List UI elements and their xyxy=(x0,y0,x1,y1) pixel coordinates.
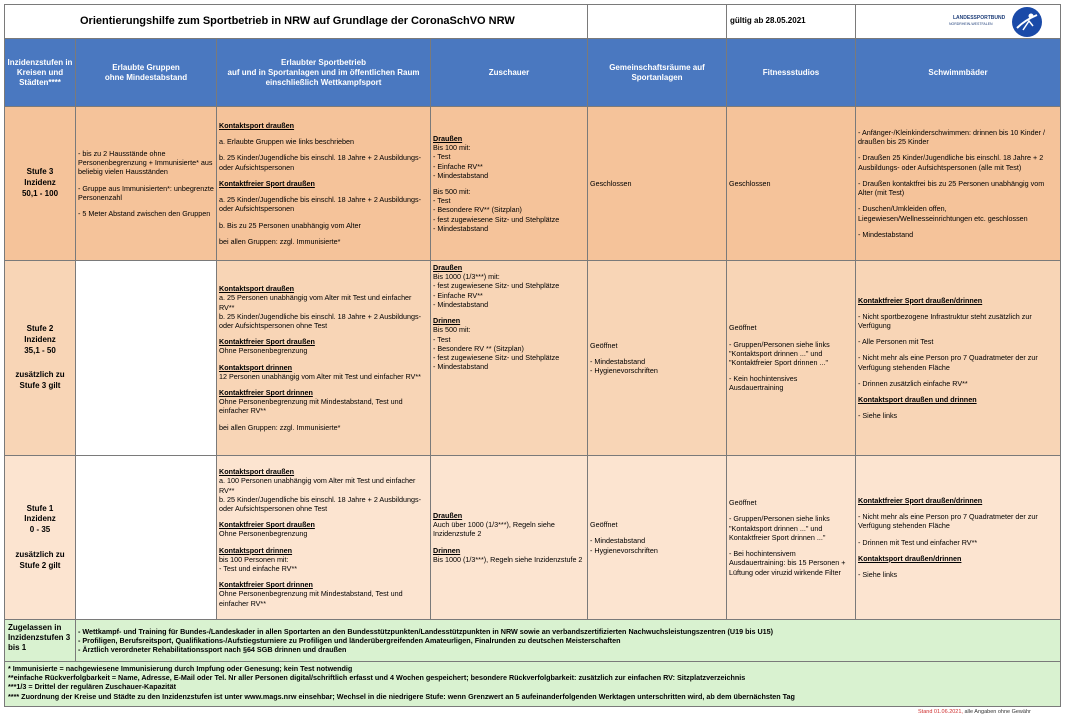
stufe3-sport-h1: Kontaktsport draußen xyxy=(219,121,295,131)
stufe1-sport-t3b: - Test und einfache RV** xyxy=(219,564,298,574)
stufe1-gem-line: Geöffnet xyxy=(590,520,618,530)
zugelassen-label: Zugelassen in Inzidenzstufen 3 bis 1 xyxy=(4,619,76,662)
stufe3-gruppen xyxy=(75,106,217,261)
header-sport-2: auf und in Sportanlagen und im öffentlichen Raum xyxy=(227,67,420,77)
stufe3-zus-line: - Mindestabstand xyxy=(433,223,489,233)
stufe3-schwimm-item: - Anfänger-/Kleinkinderschwimmen: drinnen bis 10 Kinder / draußen bis 25 Kinder xyxy=(858,128,1045,147)
stufe1-zus-line: Auch über 1000 (1/3***), Regeln siehe Inzidenzstufe 2 xyxy=(433,520,555,539)
footnote-4: **** Zuordnung der Kreise und Städte zu den Inzidenzstufen ist unter www.mags.nrw einsehbar; Wechsel in die niedrigere Stufe: wenn Grenzwert an 5 aufeinanderfolgenden Werktagen unterschritten wird, ab dem übernächsten Tag xyxy=(8,691,795,701)
stufe2-zus-line: - Mindestabstand xyxy=(433,362,489,372)
stufe2-sport-t2: Ohne Personenbegrenzung xyxy=(219,346,308,356)
footnote-2: **einfache Rückverfolgbarkeit = Name, Adresse, E-Mail oder Tel. Nr aller Personen digital/schriftlich erfasst und 4 Wochen gespeichert; besondere Rückverfolgbarkeit: zusätzlich zur einfachen RV: Sitzplatzverzeichnis xyxy=(8,673,746,683)
stufe3-label xyxy=(4,106,76,261)
stufe2-fit-line: Geöffnet xyxy=(729,323,757,333)
stufe1-fit-line: - Bei hochintensivem Ausdauertraining: bis 15 Personen + Lüftung oder viruzid wirkende Filter xyxy=(729,549,846,577)
stufe3-zuschauer xyxy=(430,106,588,261)
logo-text-2: NORDRHEIN-WESTFALEN xyxy=(949,22,993,26)
stufe2-sw-h1: Kontaktfreier Sport draußen/drinnen xyxy=(858,295,983,305)
stufe2-sport-h3: Kontaktsport drinnen xyxy=(219,362,293,372)
stufe1-zus-line: Bis 1000 (1/3***), Regeln siehe Inzidenzstufe 2 xyxy=(433,554,583,564)
stufe2-zus-line: - Test xyxy=(433,334,451,344)
stufe3-label-1: Stufe 3 xyxy=(26,167,54,177)
stufe2-zus-line: - fest zugewiesene Sitz- und Stehplätze xyxy=(433,352,560,362)
disclaimer: alle Angaben ohne Gewähr xyxy=(964,709,1031,715)
stufe1-label-2: Inzidenz xyxy=(24,514,56,524)
stufe2-label-1: Stufe 2 xyxy=(26,324,54,333)
stufe1-sw-line: - Nicht mehr als eine Person pro 7 Quadratmeter der zur Verfügung stehenden Fläche xyxy=(858,512,1038,531)
stufe3-gemeinschaft-status: Geschlossen xyxy=(590,178,632,188)
stufe2-sw-line: - Drinnen zusätzlich einfache RV** xyxy=(858,378,968,388)
stufe3-zus-line: Bis 500 mit: xyxy=(433,187,471,196)
stufe1-label-5: Stufe 2 gilt xyxy=(19,560,61,570)
stufe1-fitness xyxy=(726,455,856,620)
stufe2-zus-line: - Besondere RV ** (Sitzplan) xyxy=(433,343,524,353)
stufe2-sport-h2: Kontaktfreier Sport draußen xyxy=(219,337,315,347)
stufe1-zus-h2: Drinnen xyxy=(433,545,461,555)
stufe1-label-1: Stufe 1 xyxy=(26,503,54,513)
stufe2-sw-line: - Nicht mehr als eine Person pro 7 Quadratmeter der zur Verfügung stehenden Fläche xyxy=(858,353,1038,372)
stufe1-gemeinschaft xyxy=(587,455,727,620)
header-schwimm: Schwimmbäder xyxy=(855,38,1061,107)
stufe2-label-2: Inzidenz xyxy=(24,334,56,344)
stufe1-label-3: 0 - 35 xyxy=(29,525,51,535)
header-gemeinschaft: Gemeinschaftsräume auf Sportanlagen xyxy=(587,38,727,107)
stufe1-sport-a: a. 100 Personen unabhängig vom Alter mit Test und einfacher RV** xyxy=(219,476,416,495)
stufe2-schwimm xyxy=(855,260,1061,456)
stufe3-sport-b2: b. Bis zu 25 Personen unabhängig vom Alter xyxy=(219,220,361,230)
stufe1-sw-line: - Drinnen mit Test und einfacher RV** xyxy=(858,537,978,547)
stufe1-sw-line: - Siehe links xyxy=(858,569,898,579)
stufe1-schwimm xyxy=(855,455,1061,620)
header-gruppen xyxy=(75,38,217,107)
stufe2-zus-line: - Einfache RV** xyxy=(433,290,483,300)
stufe3-fitness-status: Geschlossen xyxy=(729,178,771,188)
stufe2-gemeinschaft xyxy=(587,260,727,456)
stufe1-sport-t3a: bis 100 Personen mit: xyxy=(219,554,289,564)
stufe3-schwimm-item: - Draußen kontaktfrei bis zu 25 Personen unabhängig vom Alter (mit Test) xyxy=(858,178,1045,198)
title-row-mid xyxy=(587,4,727,39)
zugelassen-line: - Ärztlich verordneter Rehabilitationssport nach §64 SGB drinnen und draußen xyxy=(78,645,347,655)
stufe2-sw-line: - Alle Personen mit Test xyxy=(858,337,934,347)
header-sport-1: Erlaubter Sportbetrieb xyxy=(281,57,366,67)
stufe2-sport-h1: Kontaktsport draußen xyxy=(219,284,295,294)
footnote-1: * Immunisierte = nachgewiesene Immunisierung durch Impfung oder Genesung; kein Test notwendig xyxy=(8,664,353,673)
valid-from: gültig ab 28.05.2021 xyxy=(730,16,806,25)
stufe2-zus-h2: Drinnen xyxy=(433,316,461,326)
stufe1-gruppen-empty xyxy=(75,455,217,620)
stufe2-gem-line: Geöffnet xyxy=(590,340,618,350)
stufe3-gruppen-item: - Gruppe aus Immunisierten*: unbegrenzte Personenzahl xyxy=(78,183,214,202)
header-sportbetrieb xyxy=(216,38,431,107)
logo xyxy=(945,6,1055,38)
stufe1-zuschauer xyxy=(430,455,588,620)
stufe1-sport xyxy=(216,455,431,620)
stufe3-schwimm-item: - Draußen 25 Kinder/Jugendliche bis einschl. 18 Jahre + 2 Ausbildungs- oder Aufsichtspersonen (alle mit Test) xyxy=(858,153,1044,172)
stufe1-sport-h1: Kontaktsport draußen xyxy=(219,467,295,477)
stufe2-label-5: Stufe 3 gilt xyxy=(19,381,61,391)
stufe3-zus-line: - Besondere RV** (Sitzplan) xyxy=(433,205,522,215)
stufe3-zus-line: - Mindestabstand xyxy=(433,170,489,180)
zugelassen-line: - Profiligen, Berufsreitsport, Qualifikations-/Aufstiegsturniere zu Profiligen und länderübergreifenden Amateurligen, Finalrunden zu deutschen Meisterschaften xyxy=(78,635,621,645)
stufe3-zus-line: Bis 100 mit: xyxy=(433,143,471,153)
stufe3-schwimm-item: - Duschen/Umkleiden offen, Liegewiesen/Wellnesseinrichtungen etc. geschlossen xyxy=(858,204,1028,223)
stufe2-zus-line: - Mindestabstand xyxy=(433,299,489,309)
stufe2-sport-note: bei allen Gruppen: zzgl. Immunisierte* xyxy=(219,422,341,432)
stufe3-zus-line: - Test xyxy=(433,152,451,162)
stufe1-sw-h2: Kontaktsport draußen/drinnen xyxy=(858,553,962,563)
stufe1-sport-h3: Kontaktsport drinnen xyxy=(219,545,293,555)
stufe3-gruppen-item: - 5 Meter Abstand zwischen den Gruppen xyxy=(78,208,211,218)
header-gruppen-1: Erlaubte Gruppen xyxy=(112,62,180,72)
stufe3-zus-h1: Draußen xyxy=(433,133,463,143)
stufe2-label xyxy=(4,260,76,456)
stufe3-zus-line: - Einfache RV** xyxy=(433,161,483,171)
header-inzidenzstufen: Inzidenzstufen in Kreisen und Städten**** xyxy=(4,38,76,107)
stufe3-zus-line: - fest zugewiesene Sitz- und Stehplätze xyxy=(433,214,560,224)
stufe2-sw-h2: Kontaktsport draußen und drinnen xyxy=(858,395,977,405)
footnote-3: ***1/3 = Drittel der regulären Zuschauer-Kapazität xyxy=(8,682,176,692)
stufe1-label xyxy=(4,455,76,620)
stand-note xyxy=(918,709,1031,715)
stufe2-label-3: 35,1 - 50 xyxy=(24,345,56,355)
stufe2-sport-h4: Kontaktfreier Sport drinnen xyxy=(219,388,313,398)
stufe1-sw-h1: Kontaktfreier Sport draußen/drinnen xyxy=(858,495,983,505)
header-fitness: Fitnessstudios xyxy=(726,38,856,107)
stufe1-gem-line: - Hygienevorschriften xyxy=(590,545,658,555)
zugelassen-content xyxy=(75,619,1061,662)
stufe2-sport-t4: Ohne Personenbegrenzung mit Mindestabstand, Test und einfacher RV** xyxy=(219,397,403,416)
stufe3-sport xyxy=(216,106,431,261)
stufe3-sport-note: bei allen Gruppen: zzgl. Immunisierte* xyxy=(219,236,341,246)
stufe1-label-4: zusätzlich zu xyxy=(15,549,65,559)
stufe3-schwimm-item: - Mindestabstand xyxy=(858,229,914,239)
stufe2-gem-line: - Hygienevorschriften xyxy=(590,366,658,376)
stufe3-gruppen-item: - bis zu 2 Hausstände ohne Personenbegrenzung + Immunisierte* aus beliebig vielen Hausständen xyxy=(78,148,213,177)
stufe2-label-4: zusätzlich zu xyxy=(15,370,65,380)
stufe2-sport-t3: 12 Personen unabhängig vom Alter mit Test und einfacher RV** xyxy=(219,371,421,381)
stufe1-fit-line: - Gruppen/Personen siehe links "Kontaktsport drinnen ..." und Kontaktfreier Sport drinnen ..." xyxy=(729,514,830,542)
stufe3-label-2: Inzidenz xyxy=(24,178,56,188)
zugelassen-line: - Wettkampf- und Training für Bundes-/Landeskader in allen Sportarten an den Bundesstützpunkten/Landesstützpunkten in NRW sowie an verbandszertifizierten Nachwuchsleistungszentren (U19 bis U15) xyxy=(78,626,774,636)
stufe1-sport-h2: Kontaktfreier Sport draußen xyxy=(219,520,315,530)
stufe2-sport-b: b. 25 Kinder/Jugendliche bis einschl. 18 Jahre + 2 Ausbildungs- oder Aufsichtspersonen ohne Test xyxy=(219,311,421,330)
stufe2-sport xyxy=(216,260,431,456)
header-sport-3: einschließlich Wettkampfsport xyxy=(265,77,382,87)
stufe2-zus-line: - fest zugewiesene Sitz- und Stehplätze xyxy=(433,281,560,291)
stufe1-zus-h1: Draußen xyxy=(433,510,463,520)
stufe2-gem-line: - Mindestabstand xyxy=(590,356,646,366)
stufe1-sport-h4: Kontaktfreier Sport drinnen xyxy=(219,580,313,590)
stufe3-sport-h2: Kontaktfreier Sport draußen xyxy=(219,178,315,188)
stufe3-gemeinschaft xyxy=(587,106,727,261)
stufe2-zus-line: Bis 500 mit: xyxy=(433,325,471,335)
page-title: Orientierungshilfe zum Sportbetrieb in NRW auf Grundlage der CoronaSchVO NRW xyxy=(80,15,515,27)
stufe3-sport-b: b. 25 Kinder/Jugendliche bis einschl. 18 Jahre + 2 Ausbildungs- oder Aufsichtspersonen xyxy=(219,153,421,172)
logo-text-1: LANDESSPORTBUND xyxy=(953,15,1006,21)
stufe3-sport-a2: a. 25 Kinder/Jugendliche bis einschl. 18 Jahre + 2 Ausbildungs- oder Aufsichtspersonen xyxy=(219,195,421,214)
footnotes xyxy=(4,661,1061,707)
stufe1-fit-line: Geöffnet xyxy=(729,498,757,508)
stufe1-sport-t4: Ohne Personenbegrenzung mit Mindestabstand, Test und einfacher RV** xyxy=(219,589,403,608)
stufe3-schwimm xyxy=(855,106,1061,261)
stufe3-sport-a: a. Erlaubte Gruppen wie links beschrieben xyxy=(219,137,355,147)
stufe2-gruppen-empty xyxy=(75,260,217,456)
stufe2-fit-line: - Gruppen/Personen siehe links "Kontaktsport drinnen ..." und "Kontaktfreier Sport drinnen ..." xyxy=(729,339,830,367)
header-gruppen-2: ohne Mindestabstand xyxy=(104,72,188,82)
lsb-logo-icon xyxy=(1011,6,1043,38)
stufe2-zuschauer xyxy=(430,260,588,456)
stand-date: Stand 01.06.2021, xyxy=(918,709,963,715)
stufe2-sport-a: a. 25 Personen unabhängig vom Alter mit Test und einfacher RV** xyxy=(219,293,412,312)
stufe3-label-3: 50,1 - 100 xyxy=(21,188,59,198)
stufe3-fitness xyxy=(726,106,856,261)
stufe1-gem-line: - Mindestabstand xyxy=(590,536,646,546)
stufe2-zus-h1: Draußen xyxy=(433,263,463,272)
stufe2-fit-line: - Kein hochintensives Ausdauertraining xyxy=(729,374,798,393)
header-zuschauer: Zuschauer xyxy=(430,38,588,107)
stufe2-zus-line: Bis 1000 (1/3***) mit: xyxy=(433,272,500,282)
stufe2-fitness xyxy=(726,260,856,456)
stufe3-zus-line: - Test xyxy=(433,196,451,206)
stufe1-sport-t2: Ohne Personenbegrenzung xyxy=(219,529,308,539)
stufe2-sw-line: - Siehe links xyxy=(858,411,898,421)
stufe1-sport-b: b. 25 Kinder/Jugendliche bis einschl. 18 Jahre + 2 Ausbildungs- oder Aufsichtspersonen ohne Test xyxy=(219,494,421,513)
stufe2-sw-line: - Nicht sportbezogene Infrastruktur steht zusätzlich zur Verfügung xyxy=(858,311,1032,330)
